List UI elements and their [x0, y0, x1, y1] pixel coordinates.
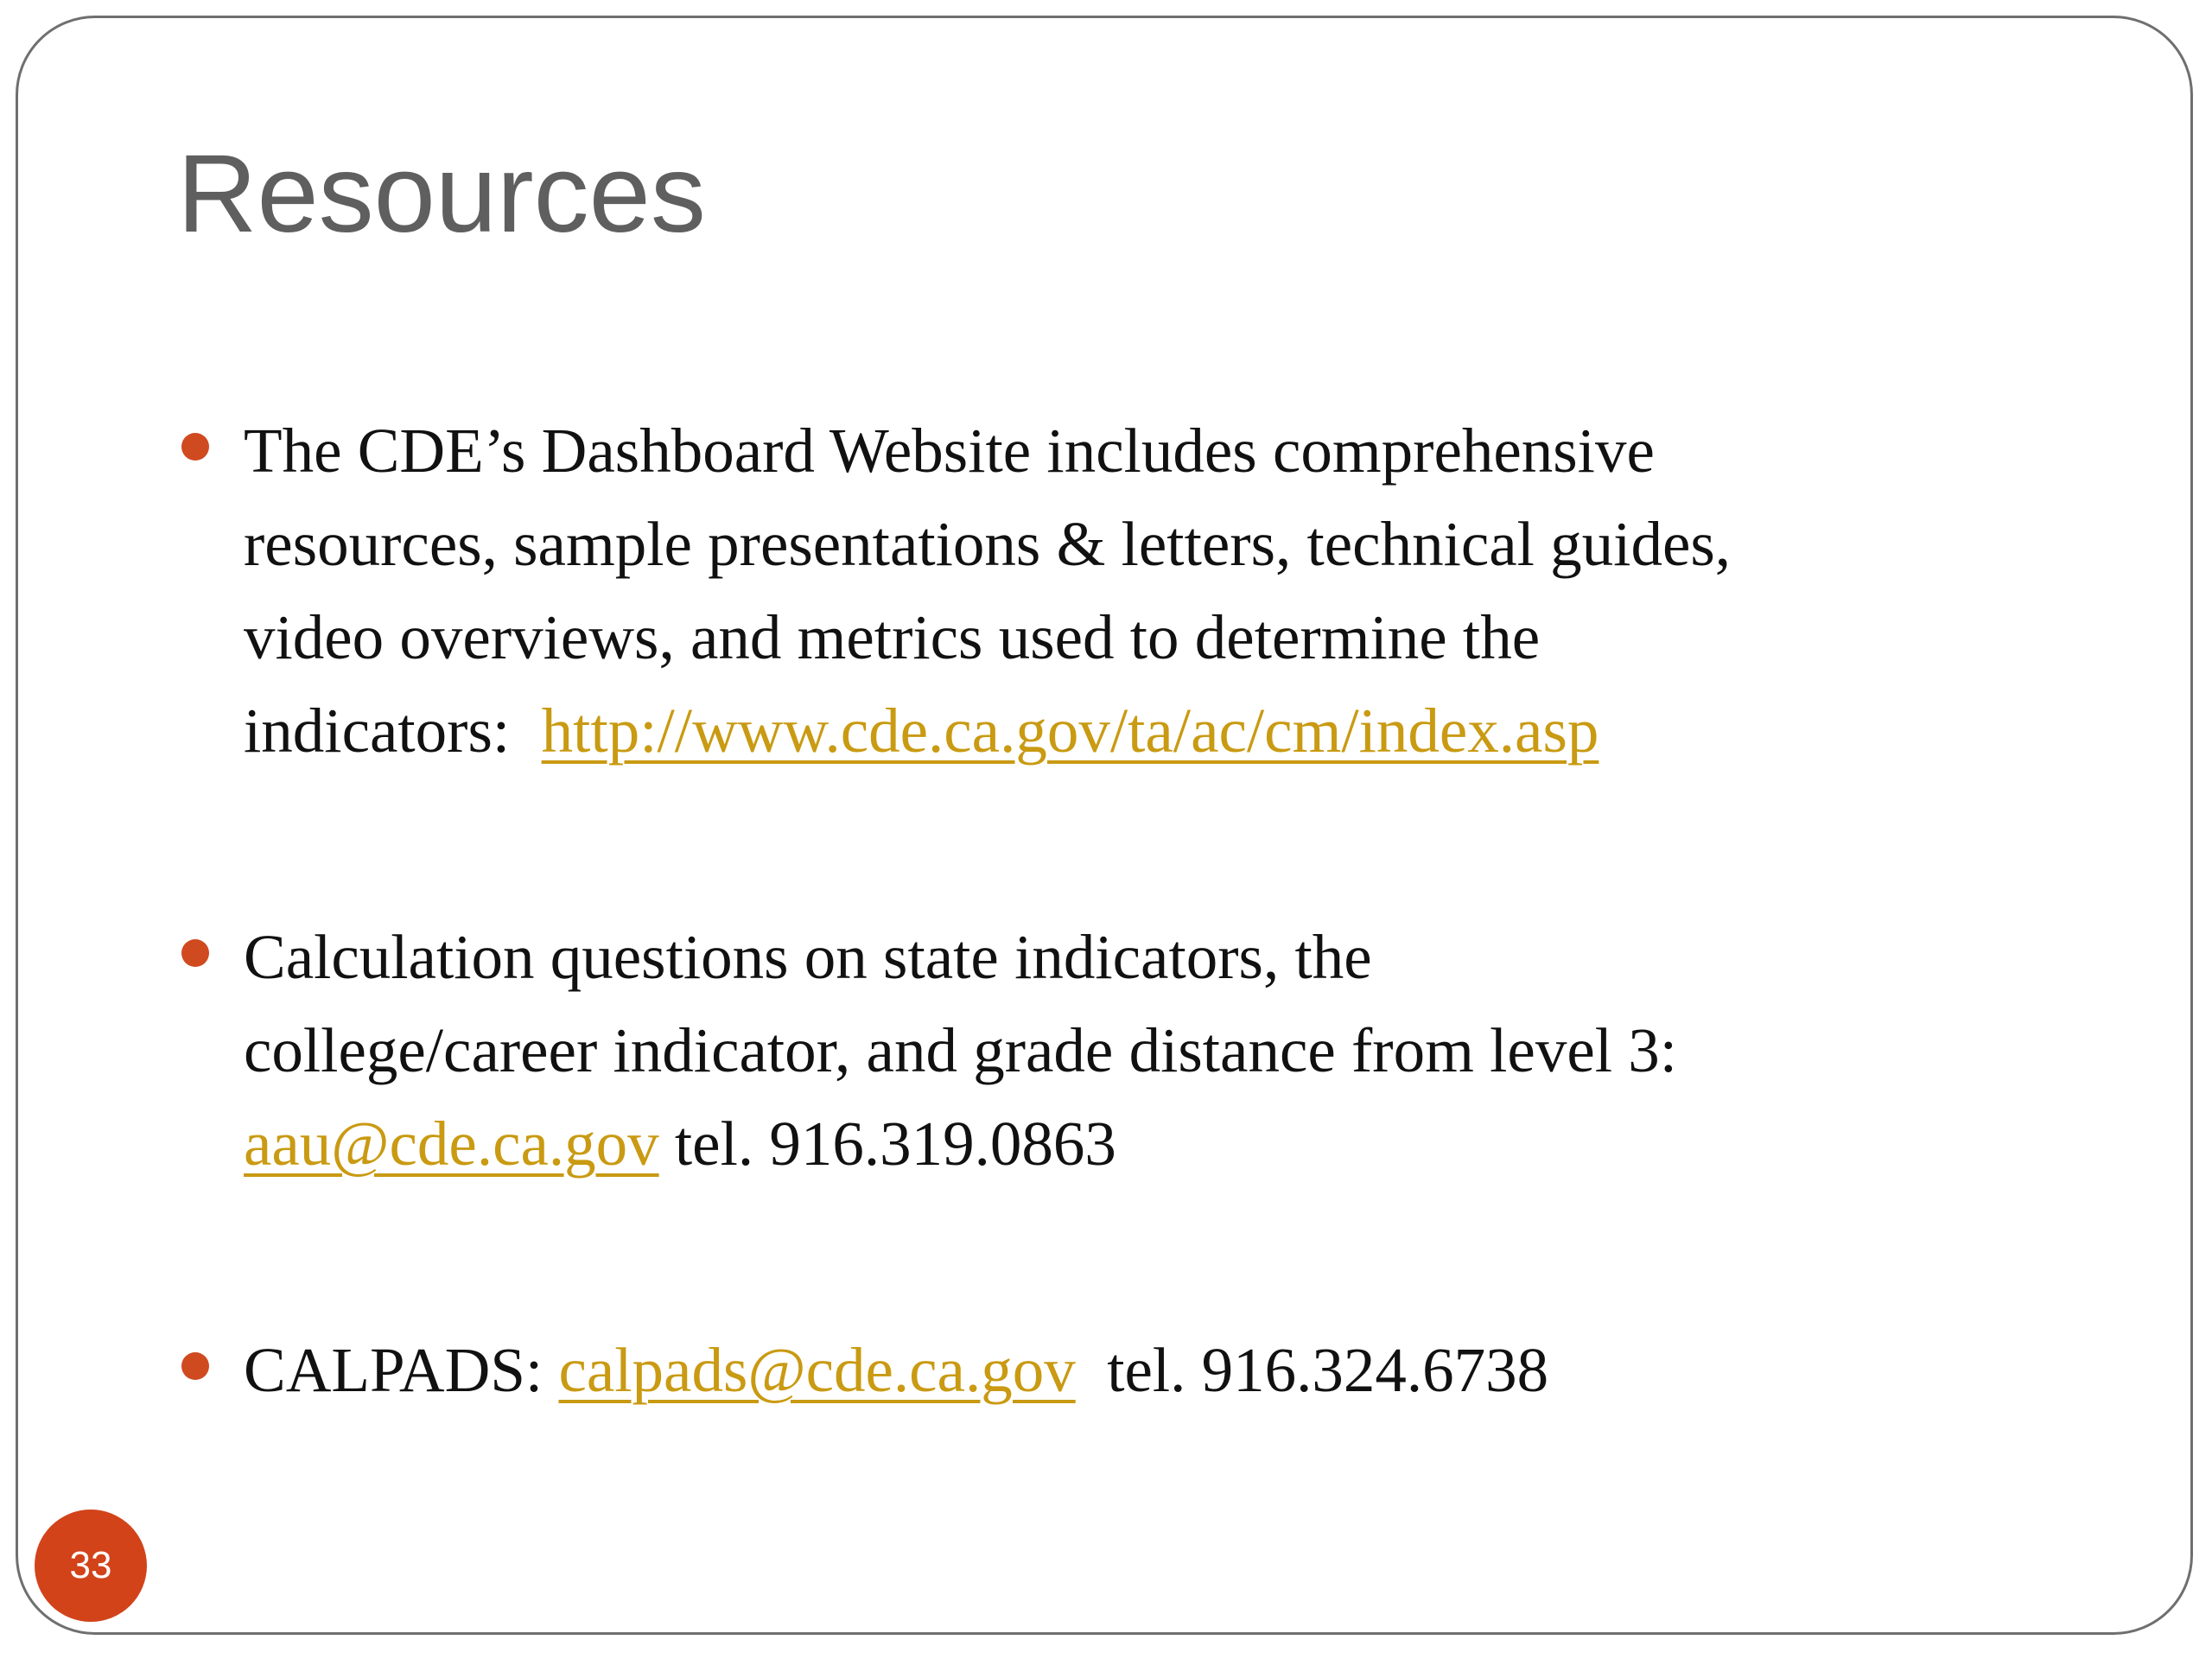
- bullet-calculation-questions: [181, 911, 2108, 1191]
- aau-email-link[interactable]: aau@cde.ca.gov: [244, 1109, 659, 1179]
- bullet-lead-text: CALPADS:: [244, 1335, 543, 1405]
- bullet-line: Calculation questions on state indicators, the: [244, 922, 1372, 992]
- dashboard-website-link[interactable]: http://www.cde.ca.gov/ta/ac/cm/index.asp: [541, 696, 1599, 766]
- bullet-line: college/career indicator, and grade distance from level 3:: [244, 1015, 1678, 1085]
- bullet-line: [244, 1324, 2108, 1417]
- bullet-line: [244, 1097, 2108, 1191]
- calpads-email-link[interactable]: calpads@cde.ca.gov: [558, 1335, 1076, 1405]
- bullet-dashboard-resources: [181, 404, 2108, 778]
- bullet-dot-icon: [181, 939, 209, 967]
- bullet-lead-text: indicators:: [244, 696, 511, 766]
- page-number-badge: 33: [35, 1510, 147, 1622]
- aau-phone-text: tel. 916.319.0863: [674, 1109, 1116, 1179]
- calpads-phone-text: tel. 916.324.6738: [1107, 1335, 1549, 1405]
- slide-title: Resources: [177, 132, 706, 256]
- bullet-line: The CDE’s Dashboard Website includes comprehensive: [244, 416, 1655, 486]
- bullet-line: resources, sample presentations & letters, technical guides,: [244, 509, 1732, 579]
- bullet-dot-icon: [181, 433, 209, 461]
- bullet-list: [181, 404, 2108, 1417]
- bullet-calpads: [181, 1324, 2108, 1417]
- bullet-line: [244, 684, 2108, 778]
- bullet-dot-icon: [181, 1352, 209, 1380]
- bullet-line: video overviews, and metrics used to determine the: [244, 602, 1541, 672]
